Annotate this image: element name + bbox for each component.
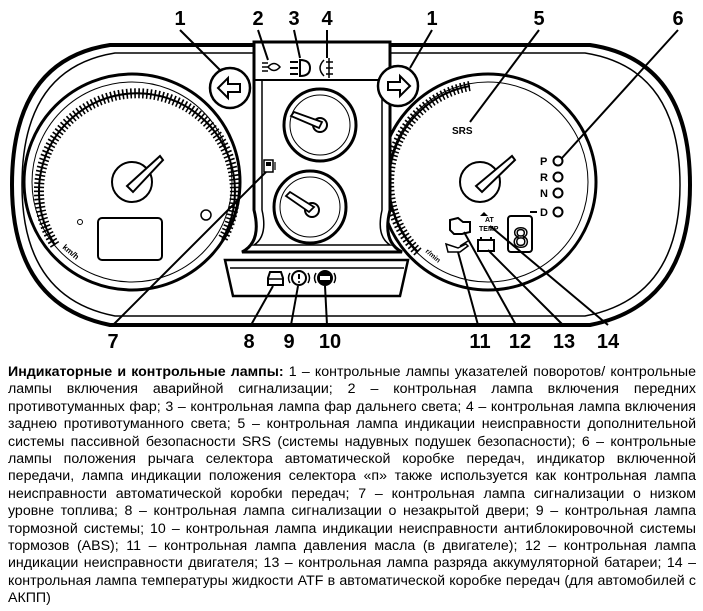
- turn-signal-right-icon: [378, 66, 418, 106]
- caption-title: Индикаторные и контрольные лампы:: [8, 364, 284, 380]
- gear-digit-display: [508, 216, 532, 253]
- callout-3: 3: [288, 8, 300, 30]
- speedometer-dial: [24, 74, 240, 290]
- high-beam-icon: [290, 60, 310, 76]
- gear-d-lamp: [554, 208, 563, 217]
- gear-digit: 8: [513, 222, 529, 253]
- atf-temp-line1: AT: [485, 217, 494, 224]
- gear-n-lamp: [554, 189, 563, 198]
- callout-10: 10: [318, 331, 342, 353]
- turn-signal-left-icon: [210, 68, 250, 108]
- srs-warning-lamp: SRS: [452, 126, 473, 137]
- speedometer-unit-label: km/h: [60, 242, 81, 262]
- atf-temp-line2: TEMP: [479, 226, 499, 233]
- callout-12: 12: [508, 331, 532, 353]
- gear-p-label: P: [540, 156, 548, 168]
- lower-warning-strip: [225, 260, 408, 296]
- gear-d-label: D: [540, 207, 548, 219]
- gear-r-label: R: [540, 172, 548, 184]
- callout-13: 13: [552, 331, 576, 353]
- callout-8: 8: [243, 331, 255, 353]
- center-gauge-panel: [242, 42, 402, 252]
- figure-caption: [8, 364, 696, 608]
- door-ajar-icon: [268, 272, 283, 285]
- gear-n-label: N: [540, 188, 548, 200]
- low-fuel-icon: [264, 160, 275, 172]
- callout-5: 5: [533, 8, 545, 30]
- tachometer-dial: [380, 74, 596, 290]
- tachometer-unit-label: r/min: [423, 248, 442, 265]
- gear-p-lamp: [554, 157, 563, 166]
- upper-small-gauge: [284, 89, 356, 161]
- gear-r-lamp: [554, 173, 563, 182]
- callout-9: 9: [283, 331, 295, 353]
- callout-7: 7: [107, 331, 119, 353]
- callout-14: 14: [596, 331, 620, 353]
- callout-6: 6: [672, 8, 684, 30]
- callout-11: 11: [469, 331, 491, 353]
- lower-small-gauge: [274, 171, 346, 243]
- callout-4: 4: [321, 8, 333, 30]
- battery-icon: [478, 237, 494, 251]
- callout-2: 2: [252, 8, 264, 30]
- caption-body: 1 – контрольные лампы указателей поворотов/ контрольные лампы включения аварийной сигнализации; 2 – контрольная лампа включения передних противотуманных фар; 3 – контрольная лампа фар дальнего света; 4 – контрольная лампа включения заднею противотуманного света; 5 – контрольная лампа индикации неисправности дополнительной системы пассивной безопасности SRS (системы надувных подушек безопасности); 6 – контрольные лампы положения рычага селектора автоматической коробке передач, индикатор включенной передачи, лампа индикации положения селектора «п» также используется как контрольная лампа неисправности автоматической коробки передач; 7 – контрольная лампа сигнализации о низком уровне топлива; 8 – контрольная лампа сигнализации о незакрытой двери; 9 – контрольная лампа тормозной системы; 10 – контрольная лампа индикации неисправности антиблокировочной системы тормозов (ABS); 11 – контрольная лампа давления масла (в двигателе); 12 – контрольная лампа индикации неисправности двигателя; 13 – контрольная лампа разряда аккумуляторной батареи; 14 – контрольная лампа температуры жидкости ATF в автоматической коробке передач (для автомобилей с АКПП): [8, 364, 696, 607]
- callout-1-left: 1: [174, 8, 186, 30]
- callout-1-right: 1: [426, 8, 438, 30]
